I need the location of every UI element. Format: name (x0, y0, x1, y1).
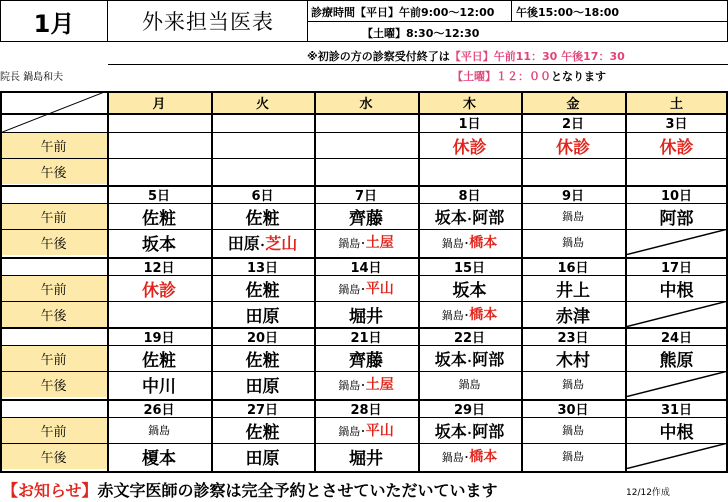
doctor-cell-am (211, 203, 314, 229)
doctor-cell-am (314, 132, 418, 158)
doctor-name: 鍋島 (562, 424, 584, 437)
table-vline (314, 91, 316, 473)
sat-hours: 【土曜】8:30～12:30 (362, 27, 480, 40)
doctor-name: 中根 (659, 422, 694, 443)
doctor-cell-am (107, 132, 211, 158)
doctor-cell-pm (521, 301, 625, 327)
doctor-cell-am (418, 203, 521, 229)
created-date: 12/12作成 (626, 488, 670, 498)
doctor-cell-pm (418, 158, 521, 184)
doctor-cell-pm (418, 229, 521, 255)
doctor-cell-am (521, 345, 625, 371)
doctor-cell-am (625, 203, 728, 229)
date-cell (314, 113, 418, 132)
table-hline (0, 345, 728, 346)
date-cell: 6日 (251, 188, 274, 204)
sat-pm-closed-diagonal (625, 301, 728, 327)
table-hline (0, 417, 728, 418)
date-cell: 13日 (246, 260, 279, 276)
table-hline (0, 132, 728, 133)
doctor-cell-am (625, 275, 728, 301)
doctor-cell-am (211, 275, 314, 301)
doctor-name: 鍋島･橋本 (441, 235, 498, 251)
table-vline (418, 91, 420, 473)
slot-label-pm: 午後 (0, 229, 107, 255)
note2-sat: 【土曜】１２：００ (452, 70, 551, 83)
doctor-cell-pm (314, 371, 418, 397)
sat-pm-closed-diagonal (625, 371, 728, 397)
date-cell: 26日 (143, 402, 175, 418)
slot-label-pm: 午後 (0, 158, 107, 184)
date-cell (107, 113, 211, 132)
table-hline (0, 203, 728, 204)
date-cell: 9日 (561, 188, 585, 204)
doctor-name: 中根 (659, 280, 694, 301)
day-header-3: 木 (418, 91, 521, 113)
doctor-name: 赤津 (556, 306, 590, 327)
doctor-cell-pm (625, 158, 728, 184)
date-cell: 24日 (660, 330, 693, 346)
day-header-0: 月 (107, 91, 211, 113)
weekday-label: 【平日】 (355, 6, 399, 19)
doctor-name: 佐粧 (245, 350, 280, 371)
doctor-cell-pm (521, 443, 625, 469)
date-row-label (0, 113, 107, 132)
table-hline (0, 113, 728, 115)
date-cell: 10日 (660, 188, 693, 204)
doctor-cell-pm (521, 229, 625, 255)
table-hline (0, 399, 728, 401)
doctor-cell-pm (107, 371, 211, 397)
doctor-cell-am (211, 417, 314, 443)
table-hline (0, 371, 728, 372)
date-cell: 5日 (147, 188, 171, 204)
am-hours: 午前9:00～12:00 (399, 6, 495, 19)
note1-weekday: 【平日】 (449, 50, 494, 63)
doctor-cell-am (418, 345, 521, 371)
doctor-cell-am (211, 345, 314, 371)
note-hline (108, 64, 728, 65)
notice-label: 【お知らせ】 (2, 481, 98, 500)
doctor-cell-am (314, 345, 418, 371)
doctor-cell-am (625, 417, 728, 443)
table-hline (0, 443, 728, 444)
doctor-name: 鍋島 (562, 210, 584, 223)
doctor-cell-pm (211, 443, 314, 469)
hours-line (311, 4, 494, 20)
slot-label-am: 午前 (0, 275, 107, 301)
doctor-cell-am (521, 132, 625, 158)
director-name: 院長 鍋島和夫 (0, 72, 64, 83)
date-cell: 22日 (453, 330, 486, 346)
table-vline (211, 91, 213, 473)
doctor-cell-pm (314, 301, 418, 327)
doctor-cell-pm (314, 229, 418, 255)
doctor-name: 堀井 (349, 306, 383, 327)
table-vline (726, 91, 728, 473)
doctor-cell-am (107, 417, 211, 443)
date-cell: 29日 (453, 402, 486, 418)
doctor-name: 佐粧 (142, 208, 176, 229)
doctor-name: 田原 (245, 306, 280, 327)
table-hline (0, 158, 728, 159)
doctor-cell-pm (107, 158, 211, 184)
date-cell: 28日 (350, 402, 382, 418)
note-line-2 (452, 68, 606, 84)
table-hline (0, 471, 728, 473)
doctor-name: 榎本 (142, 448, 176, 469)
date-cell: 20日 (246, 330, 279, 346)
doctor-cell-am (211, 132, 314, 158)
table-vline (107, 91, 109, 473)
date-cell: 1日 (458, 117, 481, 132)
date-cell (211, 113, 314, 132)
date-cell: 15日 (453, 260, 486, 276)
doctor-name: 熊原 (659, 350, 694, 371)
doctor-cell-am (625, 345, 728, 371)
doctor-cell-am (314, 417, 418, 443)
date-cell: 21日 (350, 330, 382, 346)
table-hline (0, 185, 728, 187)
date-cell: 17日 (660, 260, 693, 276)
doctor-cell-am (418, 132, 521, 158)
day-header-4: 金 (521, 91, 625, 113)
doctor-cell-am (418, 275, 521, 301)
date-cell: 2日 (561, 117, 585, 132)
doctor-name: 井上 (556, 280, 590, 301)
doctor-name: 坂本･阿部 (434, 349, 505, 369)
doctor-name: 鍋島 (458, 378, 481, 391)
note-line-1 (307, 48, 625, 64)
doctor-cell-pm (418, 443, 521, 469)
doctor-name: 佐粧 (245, 208, 280, 229)
doctor-name: 齊藤 (349, 350, 383, 371)
doctor-cell-am (521, 275, 625, 301)
slot-label-pm: 午後 (0, 443, 107, 469)
doctor-name: 鍋島･平山 (338, 281, 394, 297)
doctor-name: 阿部 (659, 208, 694, 229)
pm-hours: 午後15:00～18:00 (516, 6, 620, 19)
table-hline (0, 327, 728, 329)
doctor-name: 坂本･阿部 (434, 421, 505, 441)
doctor-name: 鍋島･土屋 (338, 377, 394, 393)
table-vline (521, 91, 523, 473)
note1-prefix: ※初診の方の診察受付終了は (307, 50, 450, 63)
doctor-cell-pm (418, 301, 521, 327)
doctor-cell-am (314, 203, 418, 229)
slot-label-am: 午前 (0, 132, 107, 158)
doctor-name: 齊藤 (349, 208, 383, 229)
doctor-cell-pm (107, 301, 211, 327)
doctor-name: 佐粧 (245, 280, 280, 301)
doctor-name: 鍋島･橋本 (441, 449, 498, 465)
doctor-cell-pm (314, 443, 418, 469)
date-cell: 7日 (354, 188, 378, 204)
closed-label: 休診 (142, 280, 176, 301)
table-vline (625, 91, 627, 473)
doctor-name: 鍋島 (562, 236, 584, 249)
doctor-name: 田原 (245, 376, 280, 397)
hours-label: 診療時間 (311, 6, 355, 19)
doctor-cell-pm (107, 443, 211, 469)
sat-pm-closed-diagonal (625, 229, 728, 255)
doctor-name: 鍋島･橋本 (441, 307, 498, 323)
table-vline (0, 91, 2, 473)
doctor-name: 田原･芝山 (227, 233, 298, 253)
doctor-name: 鍋島･平山 (338, 423, 394, 439)
note1-times: 午前11：30 午後17：30 (493, 50, 625, 63)
doctor-cell-am (418, 417, 521, 443)
date-cell: 12日 (143, 260, 175, 276)
day-header-5: 土 (625, 91, 728, 113)
note2-suffix: となります (551, 70, 606, 83)
doctor-cell-am (521, 203, 625, 229)
notice-text: 赤文字医師の診察は完全予約とさせていただいています (97, 481, 498, 500)
doctor-name: 佐粧 (245, 422, 280, 443)
slot-label-am: 午前 (0, 345, 107, 371)
notice (2, 478, 498, 501)
closed-label: 休診 (556, 137, 590, 158)
date-cell: 31日 (660, 402, 693, 418)
doctor-cell-am (107, 345, 211, 371)
date-cell: 30日 (557, 402, 589, 418)
date-cell: 3日 (665, 117, 688, 132)
doctor-cell-am (521, 417, 625, 443)
sat-pm-closed-diagonal (625, 443, 728, 469)
hours-divider (511, 0, 512, 22)
doctor-cell-pm (418, 371, 521, 397)
doctor-cell-pm (211, 229, 314, 255)
closed-label: 休診 (452, 137, 487, 158)
day-header-2: 水 (314, 91, 418, 113)
doctor-name: 鍋島 (562, 378, 584, 391)
doctor-cell-am (107, 203, 211, 229)
date-cell: 14日 (350, 260, 382, 276)
doctor-cell-pm (107, 229, 211, 255)
date-cell: 8日 (458, 188, 481, 204)
hours-hline (308, 21, 728, 22)
doctor-name: 鍋島･土屋 (338, 235, 394, 251)
doctor-name: 坂本 (452, 280, 487, 301)
slot-label-pm: 午後 (0, 371, 107, 397)
doctor-name: 木村 (556, 350, 590, 371)
closed-label: 休診 (659, 137, 694, 158)
doctor-cell-pm (211, 301, 314, 327)
date-cell: 23日 (557, 330, 589, 346)
doctor-name: 鍋島 (148, 424, 170, 437)
doctor-name: 坂本 (142, 234, 176, 255)
doctor-name: 田原 (245, 448, 280, 469)
table-hline (0, 301, 728, 302)
doctor-cell-am (107, 275, 211, 301)
doctor-cell-pm (211, 158, 314, 184)
date-cell: 27日 (246, 402, 279, 418)
doctor-cell-pm (521, 158, 625, 184)
doctor-name: 佐粧 (142, 350, 176, 371)
table-hline (0, 91, 728, 93)
month-label: 1月 (33, 9, 75, 38)
day-header-1: 火 (211, 91, 314, 113)
page-title: 外来担当医表 (142, 10, 274, 34)
table-hline (0, 275, 728, 276)
doctor-cell-am (314, 275, 418, 301)
slot-label-am: 午前 (0, 203, 107, 229)
doctor-name: 坂本･阿部 (434, 207, 505, 227)
table-hline (0, 229, 728, 230)
doctor-name: 中川 (142, 376, 176, 397)
doctor-cell-pm (211, 371, 314, 397)
date-cell: 16日 (557, 260, 589, 276)
slot-label-pm: 午後 (0, 301, 107, 327)
doctor-cell-pm (314, 158, 418, 184)
doctor-cell-am (625, 132, 728, 158)
doctor-cell-pm (521, 371, 625, 397)
table-hline (0, 257, 728, 259)
doctor-name: 堀井 (349, 448, 383, 469)
doctor-name: 鍋島 (562, 450, 584, 463)
date-cell: 19日 (143, 330, 175, 346)
slot-label-am: 午前 (0, 417, 107, 443)
